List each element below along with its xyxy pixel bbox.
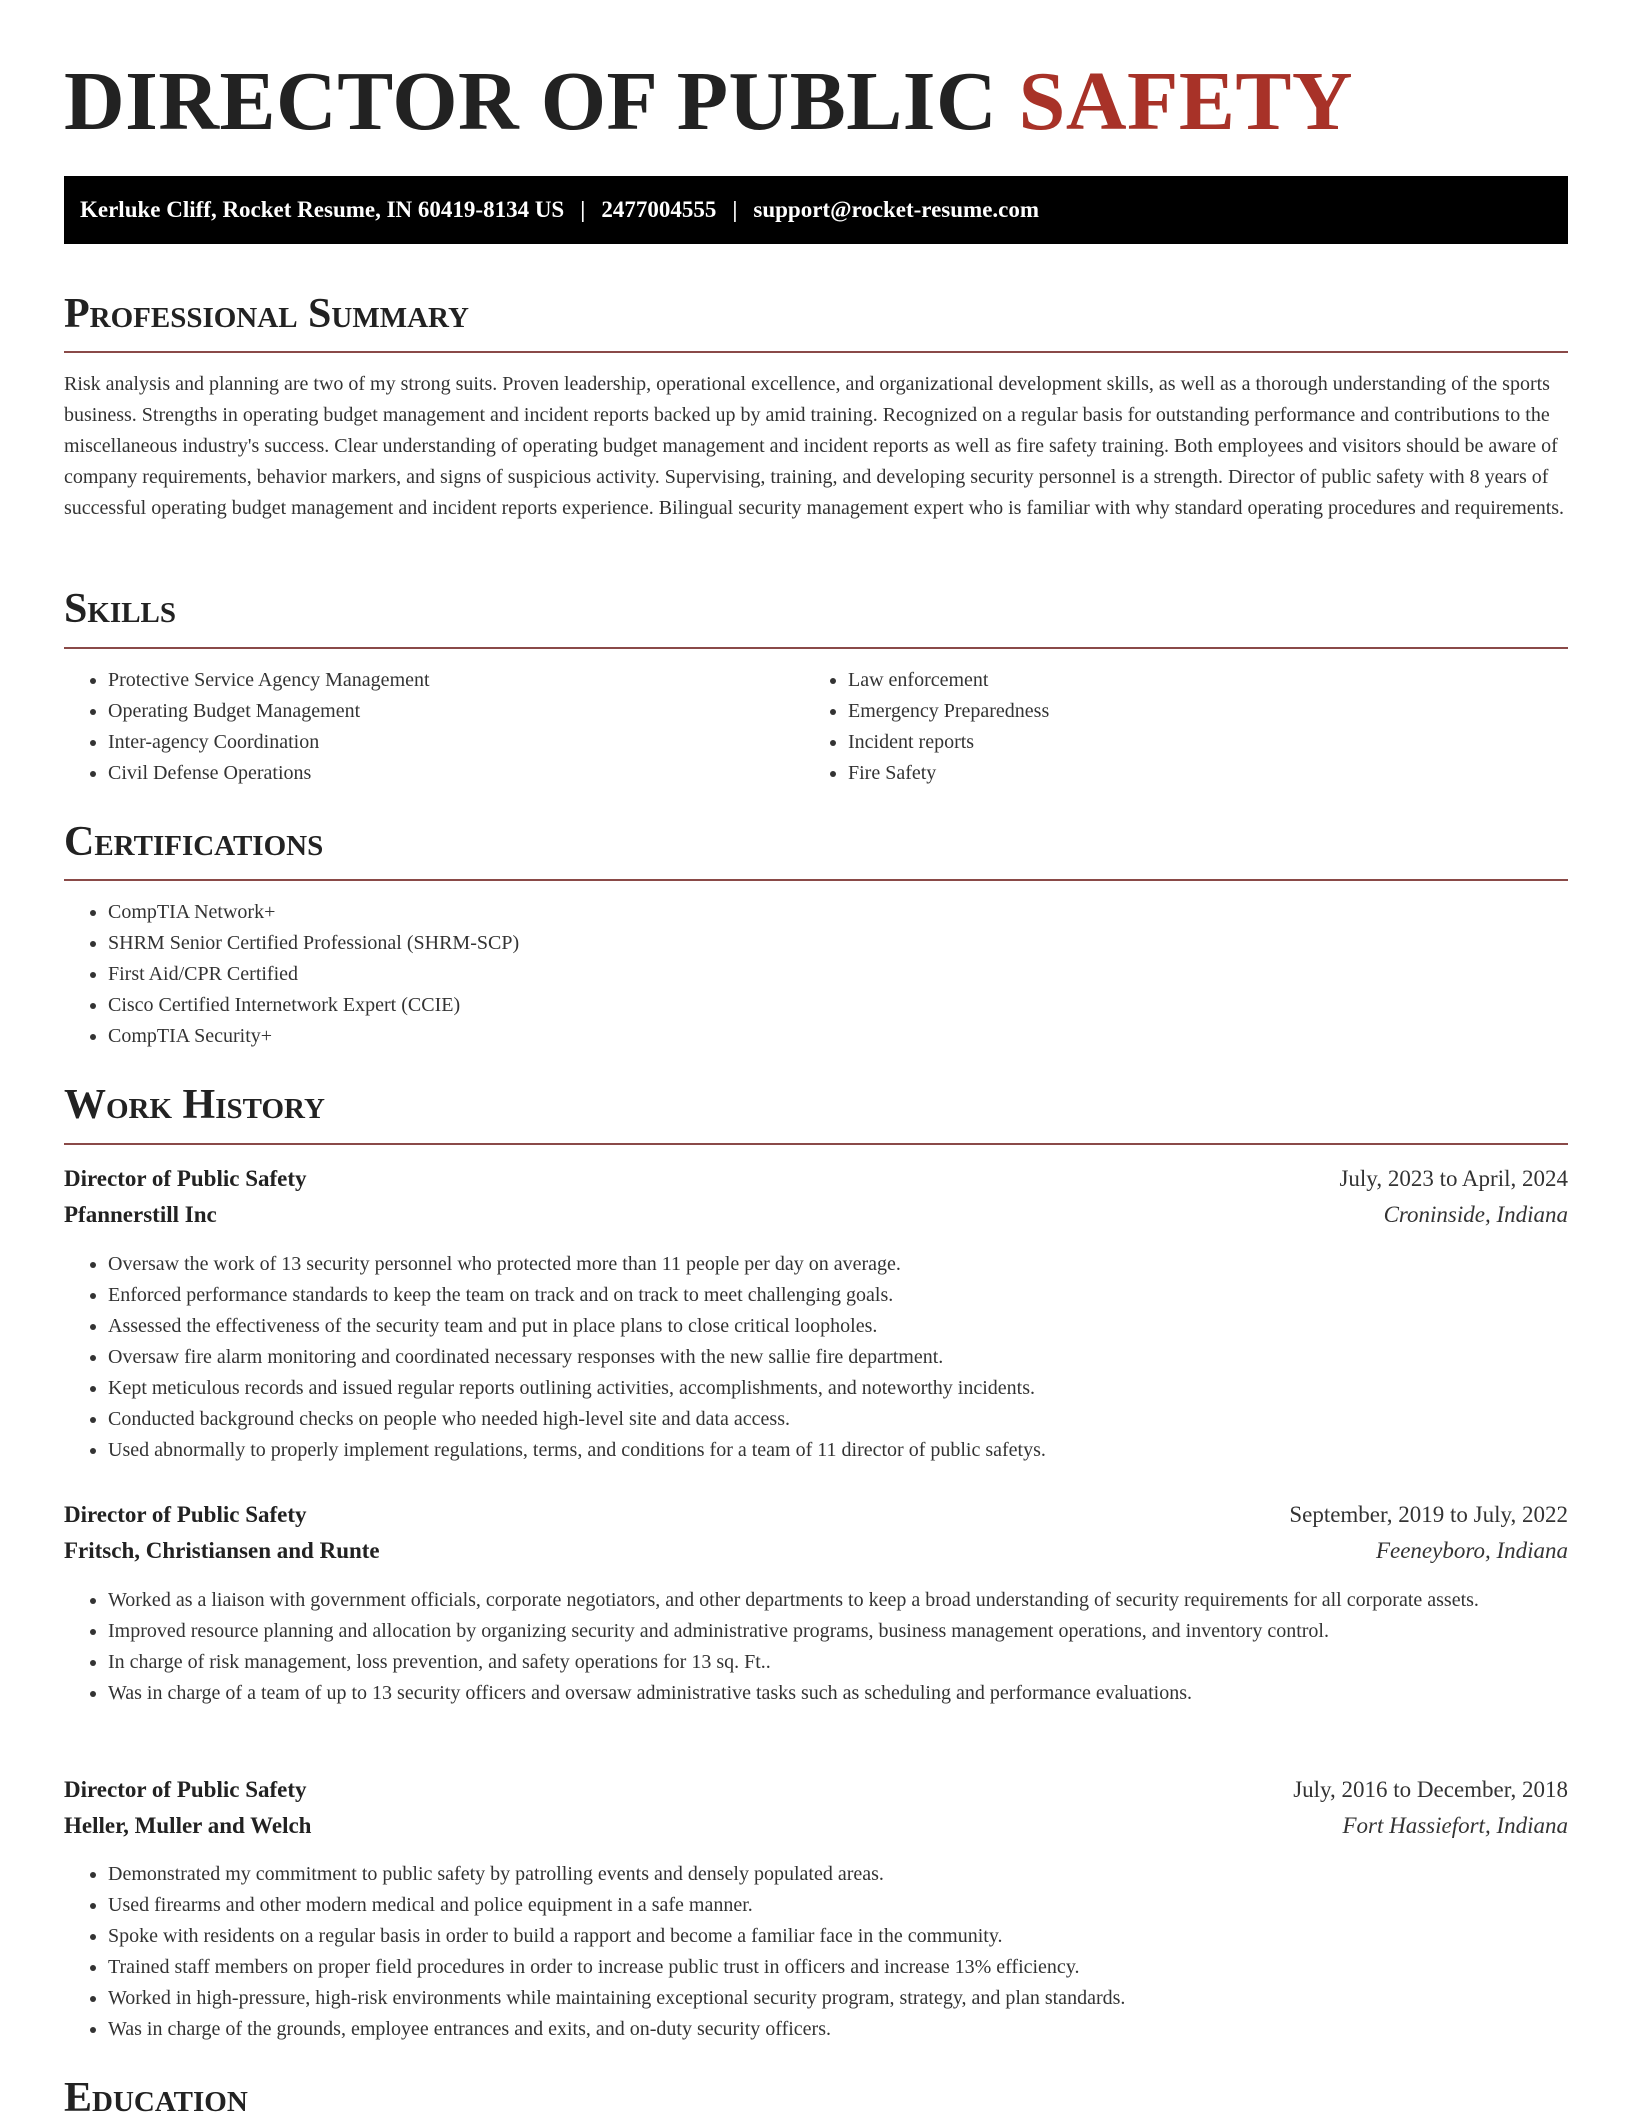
certification-item: • CompTIA Network+ [108, 897, 1568, 928]
job-bullet: • Oversaw the work of 13 security personnel who protected more than 11 people per day on average. [108, 1249, 1568, 1280]
skill-item: • Law enforcement [848, 665, 1548, 696]
job-bullet: • In charge of risk management, loss prevention, and safety operations for 13 sq. Ft.. [108, 1647, 1568, 1678]
job-company-row [64, 1808, 1568, 1844]
job-title: Director of Public Safety [64, 1777, 307, 1802]
skill-item: • Fire Safety [848, 758, 1548, 789]
job-company-row [64, 1197, 1568, 1233]
title-accent: SAFETY [1018, 55, 1354, 148]
job-company: Heller, Muller and Welch [64, 1813, 312, 1838]
job-bullets [64, 1859, 1568, 2045]
certifications-heading: Certifications [64, 819, 324, 865]
job-location: Feeneyboro, Indiana [1375, 1538, 1568, 1563]
skills-list-left [64, 665, 808, 789]
skill-item: • Emergency Preparedness [848, 696, 1548, 727]
skills-heading: Skills [64, 586, 177, 632]
job-bullets [64, 1585, 1568, 1709]
job-title-row [64, 1772, 1568, 1808]
certification-item: • CompTIA Security+ [108, 1021, 1568, 1052]
job-title: Director of Public Safety [64, 1166, 307, 1191]
contact-bar [64, 176, 1568, 244]
job-title: Director of Public Safety [64, 1502, 307, 1527]
certifications-list [64, 897, 1568, 1052]
contact-separator: | [580, 197, 586, 222]
job-bullet: • Conducted background checks on people who needed high-level site and data access. [108, 1404, 1568, 1435]
job-title-row [64, 1161, 1568, 1197]
skill-item: • Protective Service Agency Management [108, 665, 808, 696]
contact-separator: | [732, 197, 738, 222]
job-bullet: • Used abnormally to properly implement regulations, terms, and conditions for a team of 11 director of public safetys. [108, 1435, 1568, 1466]
job-bullet: • Kept meticulous records and issued regular reports outlining activities, accomplishments, and noteworthy incidents. [108, 1373, 1568, 1404]
job-title-row [64, 1497, 1568, 1533]
job-bullet: • Assessed the effectiveness of the security team and put in place plans to close critical loopholes. [108, 1311, 1568, 1342]
contact-email[interactable]: support@rocket-resume.com [753, 197, 1040, 222]
job-dates: September, 2019 to July, 2022 [1289, 1502, 1568, 1527]
title-main: DIRECTOR OF PUBLIC [64, 55, 1019, 148]
job-bullet: • Used firearms and other modern medical and police equipment in a safe manner. [108, 1890, 1568, 1921]
contact-phone: 2477004555 [601, 197, 717, 222]
job-company-row [64, 1533, 1568, 1569]
job-location: Fort Hassiefort, Indiana [1342, 1813, 1568, 1838]
job-bullet: • Worked as a liaison with government officials, corporate negotiators, and other departments to keep a broad understanding of security requirements for all corporate assets. [108, 1585, 1568, 1616]
job-location: Croninside, Indiana [1383, 1202, 1568, 1227]
job-bullet: • Spoke with residents on a regular basis in order to build a rapport and become a familiar face in the community. [108, 1921, 1568, 1952]
job-bullet: • Was in charge of the grounds, employee entrances and exits, and on-duty security officers. [108, 2014, 1568, 2045]
skills-list-right [804, 665, 1548, 789]
work-history-heading: Work History [64, 1082, 325, 1128]
job-dates: July, 2016 to December, 2018 [1293, 1777, 1568, 1802]
job-bullet: • Trained staff members on proper field procedures in order to increase public trust in officers and increase 13% efficiency. [108, 1952, 1568, 1983]
certification-item: • SHRM Senior Certified Professional (SHRM-SCP) [108, 928, 1568, 959]
skill-item: • Operating Budget Management [108, 696, 808, 727]
job-bullet: • Oversaw fire alarm monitoring and coordinated necessary responses with the new sallie fire department. [108, 1342, 1568, 1373]
summary-heading: Professional Summary [64, 291, 469, 337]
resume-title [64, 50, 1353, 154]
section-divider [64, 647, 1568, 649]
summary-text: Risk analysis and planning are two of my strong suits. Proven leadership, operational excellence, and organizational development skills, as well as a thorough understanding of the sports business. Strengths in operating budget management and incident reports backed up by amid training. Recognized on a regular basis for outstanding performance and contributions to the miscellaneous industry's success. Clear understanding of operating budget management and incident reports as well as fire safety training. Both employees and visitors should be aware of company requirements, behavior markers, and signs of suspicious activity. Supervising, training, and developing security personnel is a strength. Director of public safety with 8 years of successful operating budget management and incident reports experience. Bilingual security management expert who is familiar with why standard operating procedures and requirements. [64, 373, 1565, 519]
certification-item: • First Aid/CPR Certified [108, 959, 1568, 990]
job-bullets [64, 1249, 1568, 1466]
skill-item: • Civil Defense Operations [108, 758, 808, 789]
job-bullet: • Demonstrated my commitment to public safety by patrolling events and densely populated areas. [108, 1859, 1568, 1890]
job-bullet: • Improved resource planning and allocation by organizing security and administrative programs, business management operations, and inventory control. [108, 1616, 1568, 1647]
job-company: Pfannerstill Inc [64, 1202, 217, 1227]
job-bullet: • Was in charge of a team of up to 13 security officers and oversaw administrative tasks such as scheduling and performance evaluations. [108, 1678, 1568, 1709]
job-company: Fritsch, Christiansen and Runte [64, 1538, 380, 1563]
job-bullet: • Worked in high-pressure, high-risk environments while maintaining exceptional security program, strategy, and plan standards. [108, 1983, 1568, 2014]
job-dates: July, 2023 to April, 2024 [1339, 1166, 1568, 1191]
contact-address: Kerluke Cliff, Rocket Resume, IN 60419-8134 US [80, 197, 565, 222]
certification-item: • Cisco Certified Internetwork Expert (CCIE) [108, 990, 1568, 1021]
skill-item: • Inter-agency Coordination [108, 727, 808, 758]
education-heading: Education [64, 2075, 248, 2121]
job-bullet: • Enforced performance standards to keep the team on track and on track to meet challenging goals. [108, 1280, 1568, 1311]
section-divider [64, 351, 1568, 353]
skill-item: • Incident reports [848, 727, 1548, 758]
section-divider [64, 879, 1568, 881]
section-divider [64, 1143, 1568, 1145]
